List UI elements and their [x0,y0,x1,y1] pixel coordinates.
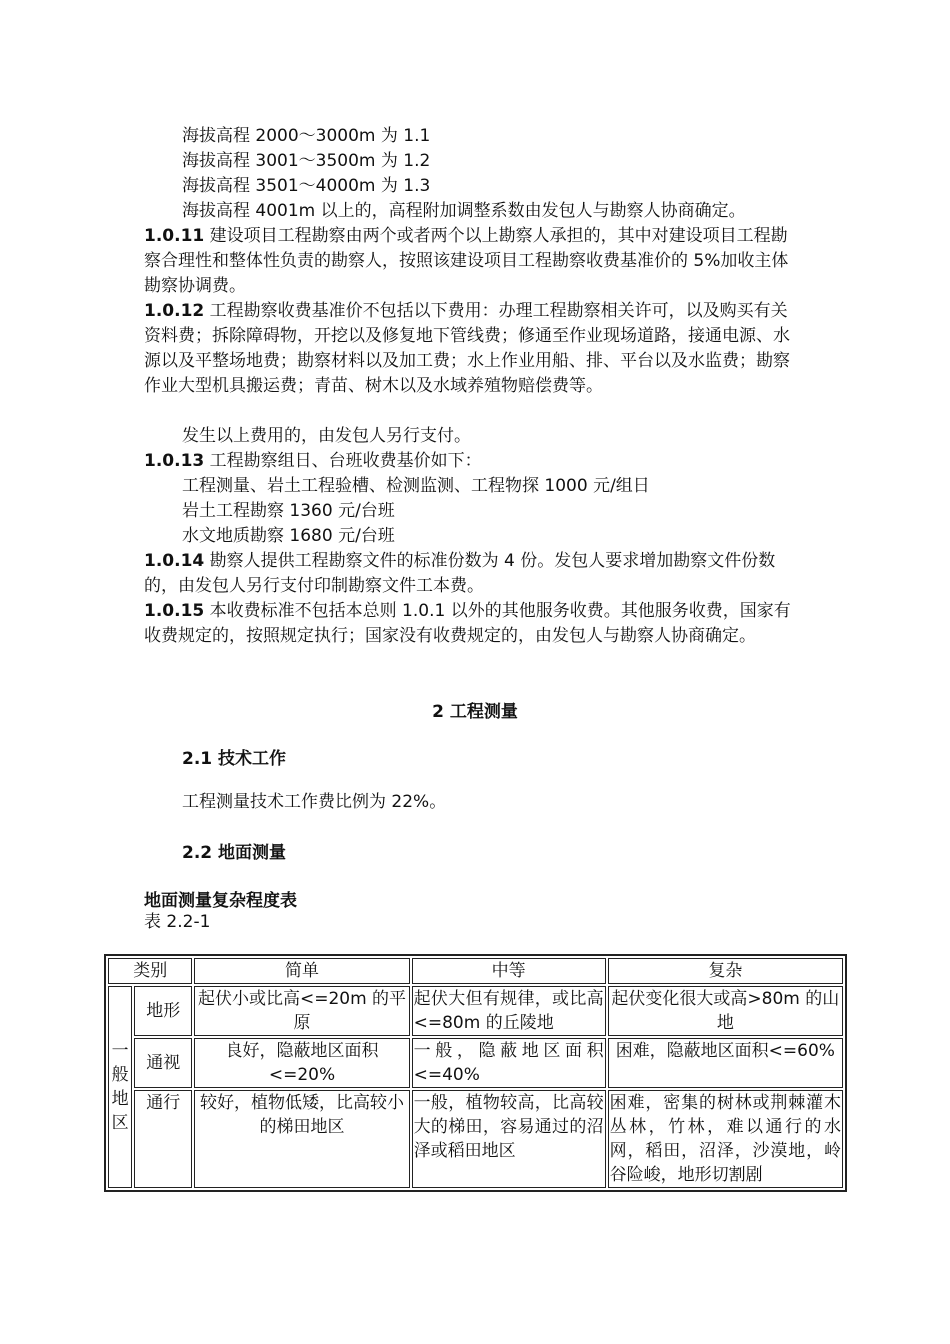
clause-1-0-12-note: 发生以上费用的，由发包人另行支付。 [182,426,471,446]
clause-number: 1.0.14 [144,551,205,571]
cell-passability-medium: 一般，植物较高，比高较大的梯田，容易通过的沼泽或稻田地区 [412,1090,606,1188]
clause-number: 1.0.12 [144,301,205,321]
cell-terrain-simple: 起伏小或比高<=20m 的平原 [194,986,409,1036]
clause-text: 工程勘察组日、台班收费基价如下： [204,451,482,471]
cell-terrain-complex: 起伏变化很大或高>80m 的山地 [608,986,843,1036]
cell-visibility-simple: 良好，隐蔽地区面积<=20% [194,1038,409,1088]
header-medium: 中等 [412,958,606,984]
clause-number: 1.0.15 [144,601,205,621]
header-category: 类别 [108,958,192,984]
clause-text: 本收费标准不包括本总则 1.0.1 以外的其他服务收费。其他服务收费，国家有收费规定的，按照规定执行；国家没有收费规定的，由发包人与勘察人协商确定。 [144,601,791,646]
table-row [108,1090,843,1188]
clause-text: 建设项目工程勘察由两个或者两个以上勘察人承担的，其中对建设项目工程勘察合理性和整体性负责的勘察人，按照该建设项目工程勘察收费基准价的 5%加收主体勘察协调费。 [144,226,789,296]
table-header-row [108,958,843,984]
altitude-line-4: 海拔高程 4001m 以上的，高程附加调整系数由发包人与勘察人协商确定。 [182,201,746,221]
clause-1-0-15 [144,599,804,649]
table-row [108,1038,843,1088]
table-row [108,986,843,1036]
rate-item-1: 工程测量、岩土工程验槽、检测监测、工程物探 1000 元/组日 [182,476,650,496]
rate-item-3: 水文地质勘察 1680 元/台班 [182,526,395,546]
clause-text: 勘察人提供工程勘察文件的标准份数为 4 份。发包人要求增加勘察文件份数的，由发包人另行支付印制勘察文件工本费。 [144,551,776,596]
chapter-title: 2 工程测量 [432,702,518,722]
cell-visibility-medium: 一般，隐蔽地区面积<=40% [412,1038,606,1088]
section-2-1-title: 2.1 技术工作 [182,749,287,769]
complexity-table [104,954,847,1192]
header-simple: 简单 [194,958,409,984]
clause-number: 1.0.13 [144,451,205,471]
cell-visibility-complex: 困难，隐蔽地区面积<=60% [608,1038,843,1088]
clause-1-0-11 [144,224,804,299]
altitude-line-3: 海拔高程 3501～4000m 为 1.3 [182,176,431,196]
header-complex: 复杂 [608,958,843,984]
cell-passability-complex [608,1090,843,1188]
clause-1-0-14 [144,549,804,599]
group-label-general-area: 一 般 地 区 [108,986,132,1188]
section-2-1-text: 工程测量技术工作费比例为 22%。 [182,792,447,812]
row-label-visibility: 通视 [134,1038,192,1088]
cell-passability-simple: 较好，植物低矮，比高较小的梯田地区 [194,1090,409,1188]
table-number: 表 2.2-1 [144,912,211,932]
altitude-line-2: 海拔高程 3001～3500m 为 1.2 [182,151,431,171]
clause-1-0-13 [144,449,804,474]
clause-number: 1.0.11 [144,226,205,246]
altitude-line-1: 海拔高程 2000～3000m 为 1.1 [182,126,431,146]
clause-1-0-12 [144,299,804,399]
row-label-passability: 通行 [134,1090,192,1188]
rate-item-2: 岩土工程勘察 1360 元/台班 [182,501,395,521]
row-label-terrain: 地形 [134,986,192,1036]
clause-text: 工程勘察收费基准价不包括以下费用：办理工程勘察相关许可，以及购买有关资料费；拆除障碍物，开挖以及修复地下管线费；修通至作业现场道路，接通电源、水源以及平整场地费；勘察材料以及加工费；水上作业用船、排、平台以及水监费；勘察作业大型机具搬运费；青苗、树木以及水域养殖物赔偿费等。 [144,301,790,396]
section-2-2-title: 2.2 地面测量 [182,843,287,863]
cell-passability-complex-text: 困难，密集的树林或荆棘灌木丛林，竹林，难以通行的水网，稻田，沼泽，沙漠地，岭谷险峻，地形切割剧 [609,1093,841,1185]
cell-terrain-medium: 起伏大但有规律，或比高<=80m 的丘陵地 [412,986,606,1036]
table-caption: 地面测量复杂程度表 [144,891,297,911]
